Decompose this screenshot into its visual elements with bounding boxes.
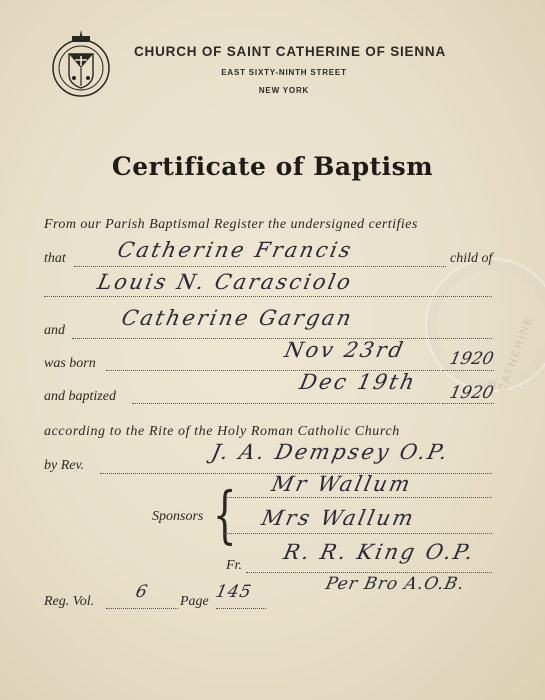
baptized-label: and baptized <box>44 389 116 404</box>
certificate-title: Certificate of Baptism <box>111 152 434 181</box>
baptism-year-line <box>442 403 494 404</box>
dominican-crest-icon <box>50 24 112 104</box>
signing-priest-line <box>246 572 492 573</box>
sponsor-2-entry: Mrs Wallum <box>259 506 418 530</box>
and-label: and <box>44 323 65 338</box>
by-rev-label: by Rev. <box>44 458 85 473</box>
was-born-label: was born <box>44 356 96 371</box>
signing-priest-entry: R. R. King O.P. <box>281 540 478 564</box>
sponsor-1-line <box>224 497 492 498</box>
mother-entry: Catherine Gargan <box>119 306 356 330</box>
reg-vol-entry: 6 <box>133 582 150 602</box>
church-name: CHURCH OF SAINT CATHERINE OF SIENNA <box>134 44 447 59</box>
that-label: that <box>44 251 66 266</box>
page-line <box>216 608 266 609</box>
birth-year-entry: 1920 <box>447 349 496 369</box>
reg-vol-label: Reg. Vol. <box>44 594 95 609</box>
fr-label: Fr. <box>226 558 242 573</box>
baptism-year-entry: 1920 <box>447 383 496 403</box>
birth-year-line <box>442 370 494 371</box>
sponsors-label: Sponsors <box>152 509 204 524</box>
embossed-seal-text: S. CATHERINE <box>485 314 536 395</box>
sponsor-2-line <box>224 533 492 534</box>
church-street: EAST SIXTY-NINTH STREET <box>221 68 347 77</box>
page-label: Page <box>180 594 209 609</box>
child-name-line <box>74 266 446 267</box>
baptism-date-entry: Dec 19th <box>297 370 419 394</box>
baptism-date-line <box>132 403 440 404</box>
reg-vol-line <box>106 608 178 609</box>
officiant-entry: J. A. Dempsey O.P. <box>209 440 452 464</box>
birth-date-entry: Nov 23rd <box>282 338 408 362</box>
sponsors-brace: { <box>212 478 237 551</box>
father-line <box>44 296 492 297</box>
child-of-label: child of <box>450 251 493 266</box>
per-note-entry: Per Bro A.O.B. <box>323 574 467 594</box>
child-name-entry: Catherine Francis <box>115 238 356 262</box>
page-entry: 145 <box>213 582 254 602</box>
church-city: NEW YORK <box>258 86 310 95</box>
father-entry: Louis N. Carasciolo <box>95 270 356 294</box>
intro-text: From our Parish Baptismal Register the undersigned certifies <box>44 217 418 232</box>
rite-text: according to the Rite of the Holy Roman Catholic Church <box>44 424 400 439</box>
mother-line <box>72 338 492 339</box>
sponsor-1-entry: Mr Wallum <box>269 472 415 496</box>
